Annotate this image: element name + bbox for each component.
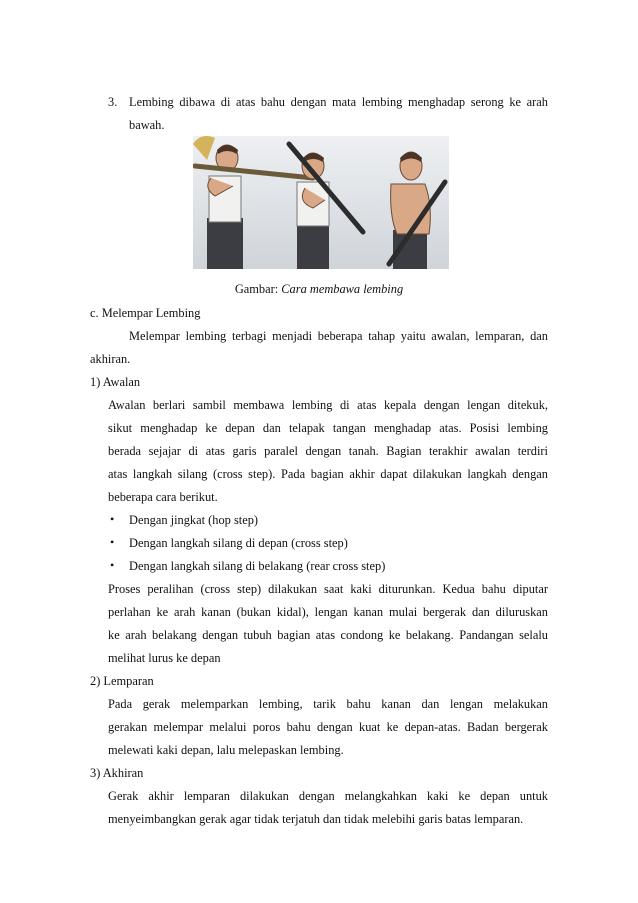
lemparan-line: melewati kaki depan, lalu melepaskan lembing. [108, 743, 344, 757]
list-number: 3. [108, 95, 118, 109]
intro-line2: akhiran. [90, 352, 131, 366]
bullet-item: Dengan langkah silang di belakang (rear cross step) [129, 559, 386, 573]
bullet-icon: • [110, 512, 115, 526]
awalan-line: Awalan berlari sambil membawa lembing di atas kepala dengan lengan ditekuk, [108, 398, 548, 412]
lemparan-line: Pada gerak melemparkan lembing, tarik bahu kanan dan lengan melakukan [108, 697, 548, 711]
awalan-line: beberapa cara berikut. [108, 490, 218, 504]
awalan-after-line: Proses peralihan (cross step) dilakukan saat kaki diturunkan. Kedua bahu diputar [108, 582, 548, 596]
bullet-item: Dengan jingkat (hop step) [129, 513, 259, 527]
awalan-line: sikut menghadap ke depan dan telapak tangan menghadap atas. Posisi lembing [108, 421, 548, 435]
item3-line2: bawah. [129, 118, 165, 132]
awalan-after-line: ke arah belakang dengan tubuh bagian atas condong ke belakang. Pandangan selalu [108, 628, 548, 642]
bullet-icon: • [110, 535, 115, 549]
javelin-carry-icon [193, 136, 449, 269]
awalan-after-line: perlahan ke arah kanan (bukan kidal), lengan kanan mulai bergerak dan diluruskan [108, 605, 548, 619]
section-heading: c. Melempar Lembing [90, 306, 201, 320]
javelin-carry-illustration [193, 136, 449, 269]
bullet-icon: • [110, 558, 115, 572]
akhiran-line: Gerak akhir lemparan dilakukan dengan melangkahkan kaki ke depan untuk [108, 789, 548, 803]
awalan-after-line: melihat lurus ke depan [108, 651, 221, 665]
athlete-figure-3 [389, 152, 445, 269]
athlete-figure-2 [289, 144, 363, 269]
bullet-item: Dengan langkah silang di depan (cross step) [129, 536, 348, 550]
figure-caption [0, 281, 638, 297]
awalan-heading: 1) Awalan [90, 375, 141, 389]
awalan-line: berada sejajar di atas garis paralel dengan tanah. Bagian terakhir awalan terdiri [108, 444, 548, 458]
intro-line1: Melempar lembing terbagi menjadi beberapa tahap yaitu awalan, lemparan, dan [129, 329, 548, 343]
item3-line1: Lembing dibawa di atas bahu dengan mata lembing menghadap serong ke arah [129, 95, 548, 109]
lemparan-line: gerakan melempar melalui poros bahu dengan kuat ke depan-atas. Badan bergerak [108, 720, 548, 734]
awalan-line: atas langkah silang (cross step). Pada bagian akhir dapat dilakukan langkah dengan [108, 467, 548, 481]
caption-prefix: Gambar: [234, 282, 282, 296]
lemparan-heading: 2) Lemparan [90, 674, 154, 688]
athlete-figure-1 [193, 136, 313, 269]
akhiran-line: menyeimbangkan gerak agar tidak terjatuh dan tidak melebihi garis batas lemparan. [108, 812, 524, 826]
akhiran-heading: 3) Akhiran [90, 766, 144, 780]
caption-title: Cara membawa lembing [281, 282, 404, 296]
